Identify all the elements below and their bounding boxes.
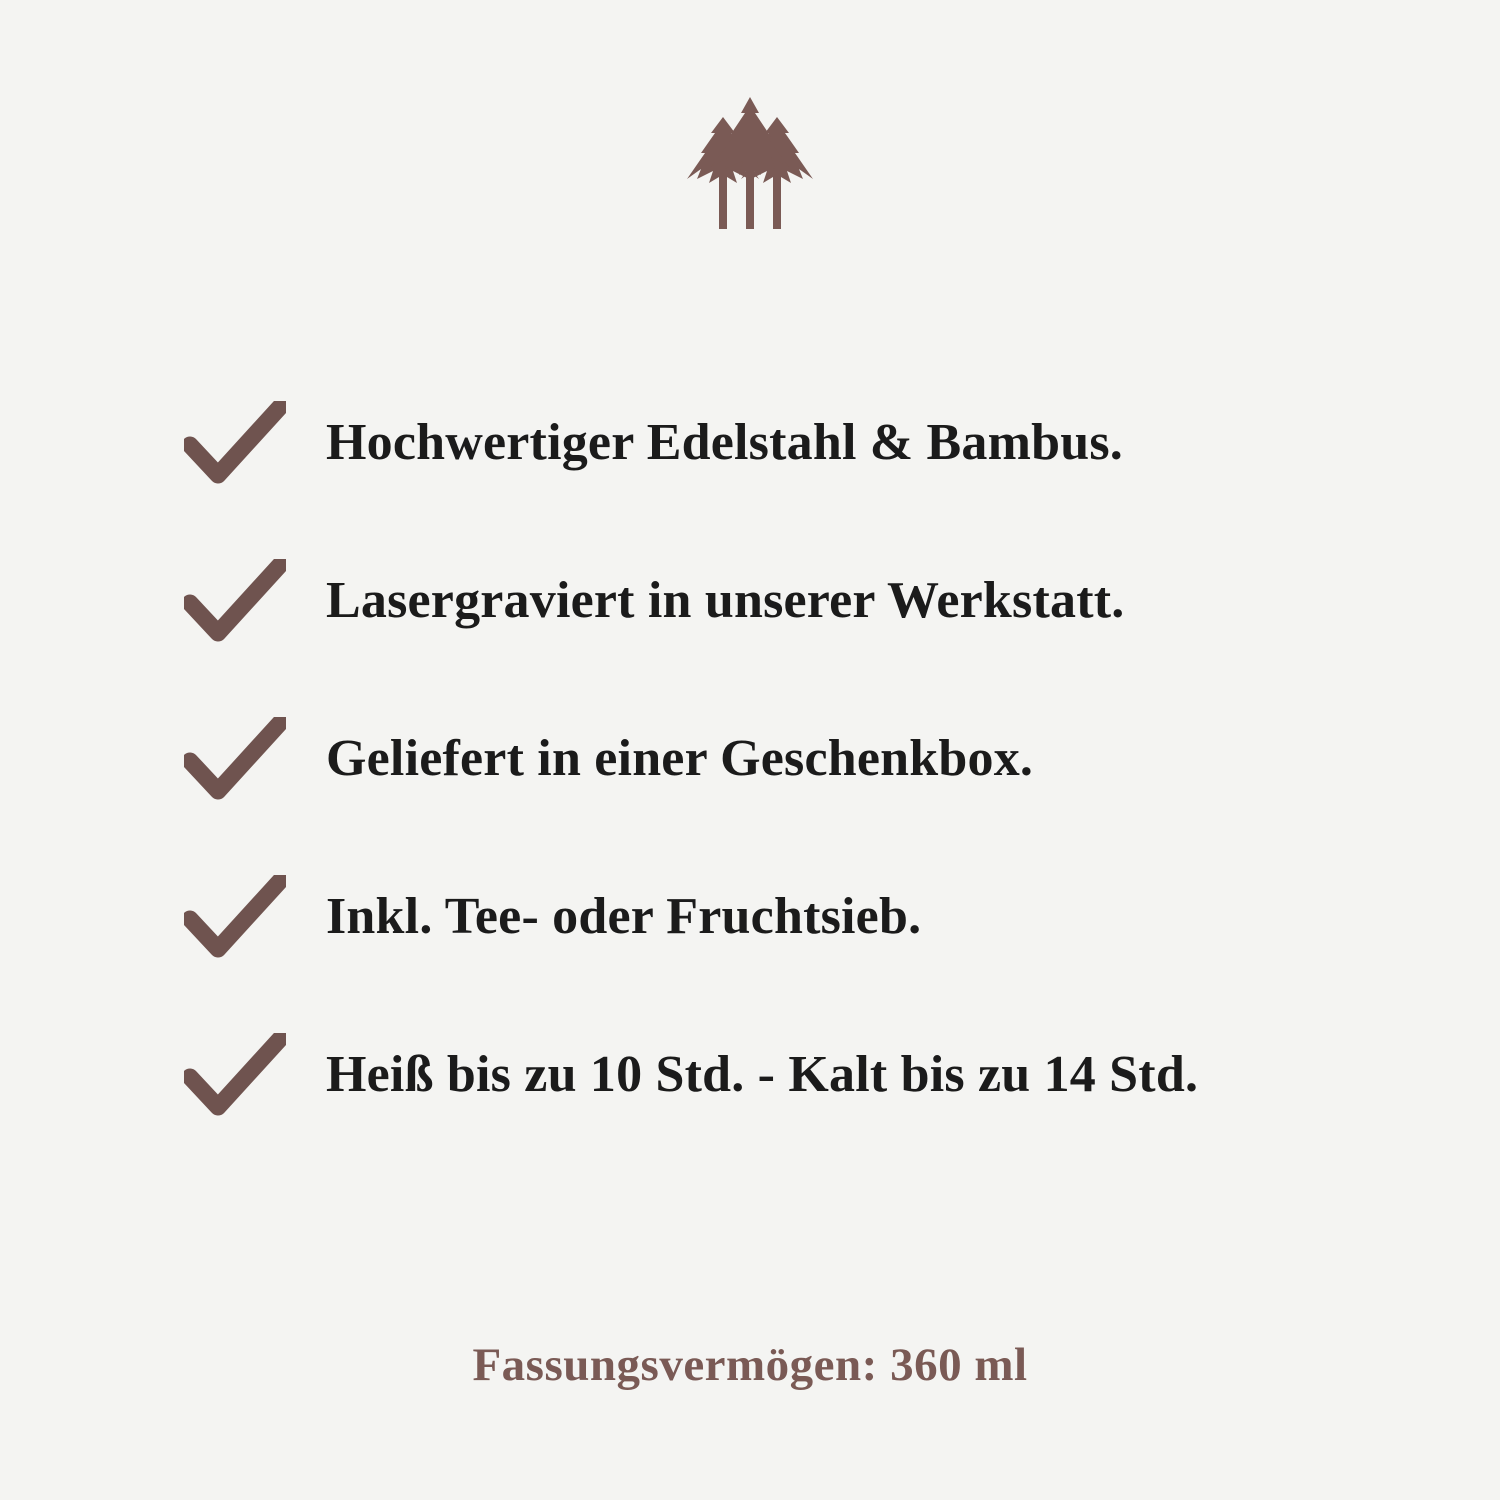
- feature-label: Heiß bis zu 10 Std. - Kalt bis zu 14 Std.: [326, 1046, 1199, 1104]
- mountain-pine-trees-logo: [645, 83, 855, 243]
- feature-label: Hochwertiger Edelstahl & Bambus.: [326, 414, 1123, 472]
- list-item: [180, 714, 1500, 804]
- feature-label: Inkl. Tee- oder Fruchtsieb.: [326, 888, 922, 946]
- list-item: [180, 872, 1500, 962]
- feature-list: [0, 398, 1500, 1120]
- check-icon: [180, 398, 290, 488]
- feature-label: Geliefert in einer Geschenkbox.: [326, 730, 1034, 788]
- list-item: [180, 1030, 1500, 1120]
- list-item: [180, 556, 1500, 646]
- brand-logo: [640, 78, 860, 248]
- feature-label: Lasergraviert in unserer Werkstatt.: [326, 572, 1125, 630]
- check-icon: [180, 556, 290, 646]
- list-item: [180, 398, 1500, 488]
- capacity-label: Fassungsvermögen: 360 ml: [472, 1339, 1028, 1391]
- check-icon: [180, 714, 290, 804]
- check-icon: [180, 872, 290, 962]
- check-icon: [180, 1030, 290, 1120]
